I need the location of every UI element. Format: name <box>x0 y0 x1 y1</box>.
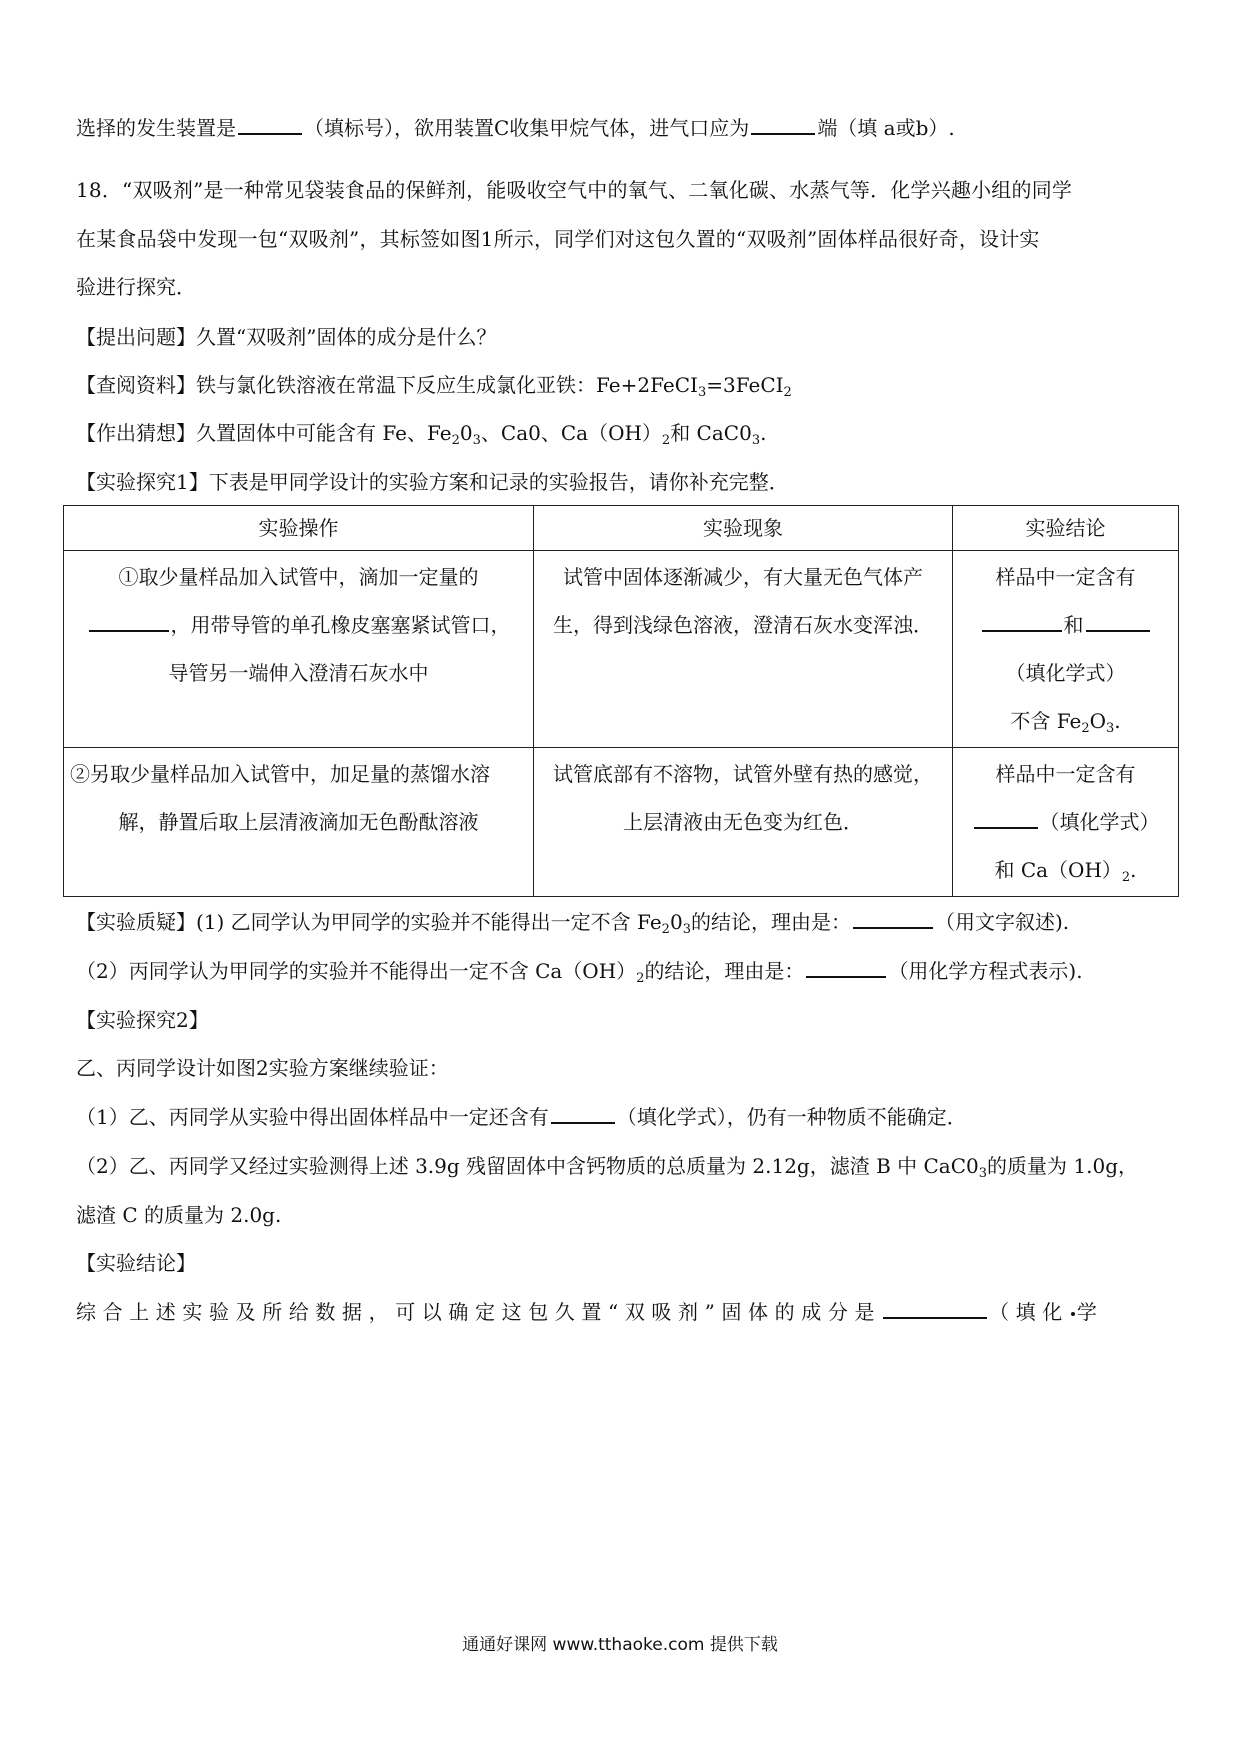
header-conclusion: 实验结论 <box>953 506 1179 551</box>
question-18-line-2: 在某食品袋中发现一包“双吸剂”，其标签如图1所示，同学们对这包久置的“双吸剂”固体样品很好奇，设计实 <box>76 227 1040 251</box>
row1-operation: ①取少量样品加入试管中，滴加一定量的 ，用带导管的单孔橡皮塞塞紧试管口， 导管另一端伸入澄清石灰水中 <box>64 551 534 748</box>
answer-blank <box>89 610 169 632</box>
experiment-1-intro: 【实验探究1】下表是甲同学设计的实验方案和记录的实验报告，请你补充完整． <box>76 470 789 494</box>
answer-blank <box>806 956 886 978</box>
row2-operation: ②另取少量样品加入试管中，加足量的蒸馏水溶 解，静置后取上层清液滴加无色酚酞溶液 <box>64 748 534 897</box>
question-doubt-2: （2）丙同学认为甲同学的实验并不能得出一定不含 $Ca(OH)_2$的结论，理由是： （用化学方程式表示). <box>76 956 1176 986</box>
header-phenomenon: 实验现象 <box>534 506 953 551</box>
answer-blank <box>751 113 815 135</box>
answer-blank <box>853 907 933 929</box>
row2-conclusion: 样品中一定含有 （填化学式） 和 $Ca(OH)_2$. <box>953 748 1179 897</box>
dot-mark <box>1071 1312 1075 1316</box>
experiment-2-intro: 乙、丙同学设计如图2实验方案继续验证： <box>76 1056 449 1080</box>
answer-blank <box>982 610 1062 632</box>
header-operation: 实验操作 <box>64 506 534 551</box>
experiment-2-q2-cont: 滤渣 C 的质量为 2.0g. <box>76 1203 282 1227</box>
reference-material: 【查阅资料】铁与氯化铁溶液在常温下反应生成氯化亚铁：Fe+2FeCI$_3$=3FeCI$_2$ <box>76 373 792 400</box>
line-1: 选择的发生装置是 （填标号），欲用装置C收集甲烷气体，进气口应为 端（填 a或b）. <box>76 113 1176 143</box>
question-doubt-1: 【实验质疑】(1) 乙同学认为甲同学的实验并不能得出一定不含 $Fe_20_3$的结论，理由是： （用文字叙述). <box>76 907 1176 937</box>
raise-question: 【提出问题】久置“双吸剂”固体的成分是什么？ <box>76 325 497 349</box>
answer-blank <box>883 1297 987 1319</box>
footer-text: 通通好课网 www.tthaoke.com 提供下载 <box>462 1635 778 1655</box>
row2-phenomenon: 试管底部有不溶物，试管外壁有热的感觉， 上层清液由无色变为红色． <box>534 748 953 897</box>
experiment-table <box>63 505 1179 897</box>
experiment-2-q1: （1）乙、丙同学从实验中得出固体样品中一定还含有 （填化学式），仍有一种物质不能确定． <box>76 1102 1176 1132</box>
table-row <box>64 551 1179 748</box>
conclusion-heading: 【实验结论】 <box>76 1251 196 1275</box>
answer-blank <box>974 807 1038 829</box>
question-18-line-3: 验进行探究． <box>76 275 196 299</box>
answer-blank <box>551 1102 615 1124</box>
hypothesis: 【作出猜想】久置固体中可能含有 Fe、$Fe_20_3$、Ca0、$Ca(OH)_2$和 $CaC0_3$. <box>76 421 767 448</box>
table-header-row <box>64 506 1179 551</box>
experiment-2-heading: 【实验探究2】 <box>76 1008 209 1032</box>
table-row <box>64 748 1179 897</box>
answer-blank <box>1086 610 1150 632</box>
question-18-line-1: 18．“双吸剂”是一种常见袋装食品的保鲜剂，能吸收空气中的氧气、二氧化碳、水蒸气等．化学兴趣小组的同学 <box>76 178 1073 202</box>
experiment-2-q2: （2）乙、丙同学又经过实验测得上述 3.9g 残留固体中含钙物质的总质量为 2.12g，滤渣 B 中 $CaC0_3$的质量为 1.0g， <box>76 1154 1139 1181</box>
answer-blank <box>238 113 302 135</box>
row1-conclusion: 样品中一定含有 和 （填化学式） 不含 $Fe_2O_3$. <box>953 551 1179 748</box>
conclusion-line: 综合上述实验及所给数据，可以确定这包久置“双吸剂”固体的成分是 （填化 学 <box>76 1297 1176 1327</box>
row1-phenomenon: 试管中固体逐渐减少，有大量无色气体产 生，得到浅绿色溶液，澄清石灰水变浑浊． <box>534 551 953 748</box>
